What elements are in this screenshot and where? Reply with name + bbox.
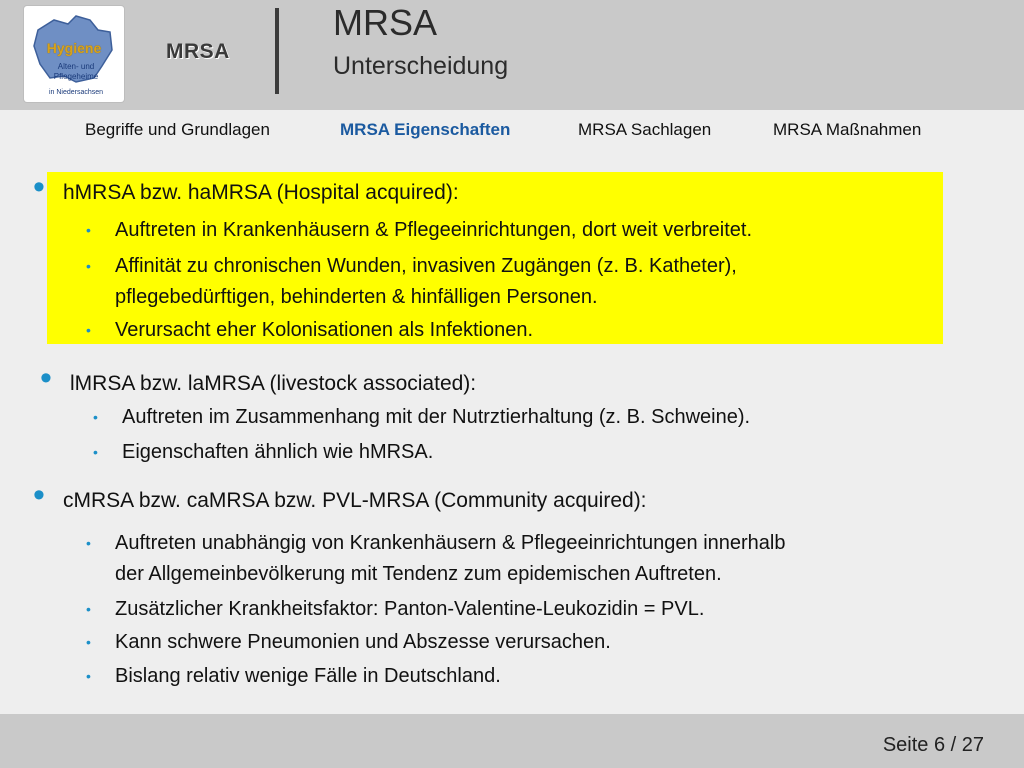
hygiene-logo — [24, 6, 124, 102]
bullet-dot-icon: • — [33, 168, 45, 206]
logo-title: Hygiene — [46, 40, 102, 56]
bullet-heading — [33, 476, 647, 514]
footer-bar — [0, 714, 1024, 768]
bullet-item-text: Kann schwere Pneumonien und Abszesse verursachen. — [115, 631, 611, 653]
bullet-item — [86, 215, 753, 246]
bullet-item-text: Auftreten unabhängig von Krankenhäusern & Pflegeeinrichtungen innerhalb — [115, 532, 786, 554]
section-tag: MRSA — [166, 40, 230, 63]
bullet-dot-icon: • — [93, 409, 98, 425]
bullet-item-continuation — [115, 282, 598, 313]
bullet-item-text: Zusätzlicher Krankheitsfaktor: Panton-Valentine-Leukozidin = PVL. — [115, 598, 705, 620]
bullet-item-text: pflegebedürftigen, behinderten & hinfälligen Personen. — [115, 286, 598, 308]
bullet-dot-icon: • — [86, 634, 91, 650]
bullet-heading — [33, 168, 459, 206]
bullet-item-text: der Allgemeinbevölkerung mit Tendenz zum epidemischen Auftreten. — [115, 563, 722, 585]
bullet-item-text: Auftreten im Zusammenhang mit der Nutrztierhaltung (z. B. Schweine). — [122, 406, 751, 428]
bullet-dot-icon: • — [86, 222, 91, 238]
logo-line: in Niedersachsen — [48, 89, 104, 96]
bullet-dot-icon: • — [40, 359, 52, 397]
nav-item-begriffe[interactable]: Begriffe und Grundlagen — [85, 120, 270, 139]
bullet-heading — [40, 359, 477, 397]
logo-line: Alten- und — [57, 62, 95, 71]
header-bar — [0, 0, 1024, 110]
bullet-item-text: Bislang relativ wenige Fälle in Deutschland. — [115, 665, 501, 687]
page-subtitle: Unterscheidung — [333, 52, 509, 80]
bullet-item — [86, 627, 611, 658]
bullet-dot-icon: • — [86, 601, 91, 617]
bullet-item — [86, 594, 705, 625]
bullet-dot-icon: • — [86, 668, 91, 684]
header-divider — [275, 8, 279, 94]
bullet-item-text: Auftreten in Krankenhäusern & Pflegeeinrichtungen, dort weit verbreitet. — [115, 219, 753, 241]
bullet-item-text: Verursacht eher Kolonisationen als Infektionen. — [115, 319, 534, 341]
bullet-dot-icon: • — [86, 535, 91, 551]
bullet-item — [86, 528, 786, 559]
nav-item-eigenschaften[interactable]: MRSA Eigenschaften — [340, 120, 511, 139]
bullet-item — [93, 437, 434, 468]
page-title: MRSA — [333, 2, 438, 43]
section-nav — [0, 110, 1024, 150]
bullet-dot-icon: • — [86, 258, 91, 274]
bullet-heading-text: lMRSA bzw. laMRSA (livestock associated): — [70, 372, 477, 395]
bullet-item-text: Affinität zu chronischen Wunden, invasiven Zugängen (z. B. Katheter), — [115, 255, 737, 277]
bullet-dot-icon: • — [33, 476, 45, 514]
bullet-item-continuation — [115, 559, 722, 590]
nav-item-massnahmen[interactable]: MRSA Maßnahmen — [773, 120, 922, 139]
bullet-item — [86, 251, 737, 282]
bullet-item — [86, 315, 534, 346]
bullet-item — [93, 402, 751, 433]
bullet-dot-icon: • — [86, 322, 91, 338]
logo-line: Pflegeheime — [53, 72, 99, 81]
bullet-item — [86, 661, 501, 692]
bullet-item-text: Eigenschaften ähnlich wie hMRSA. — [122, 441, 434, 463]
bullet-dot-icon: • — [93, 444, 98, 460]
bullet-heading-text: cMRSA bzw. caMRSA bzw. PVL-MRSA (Community acquired): — [63, 489, 647, 512]
page-number: Seite 6 / 27 — [882, 734, 984, 756]
bullet-heading-text: hMRSA bzw. haMRSA (Hospital acquired): — [63, 181, 459, 204]
nav-item-sachlagen[interactable]: MRSA Sachlagen — [578, 120, 712, 139]
